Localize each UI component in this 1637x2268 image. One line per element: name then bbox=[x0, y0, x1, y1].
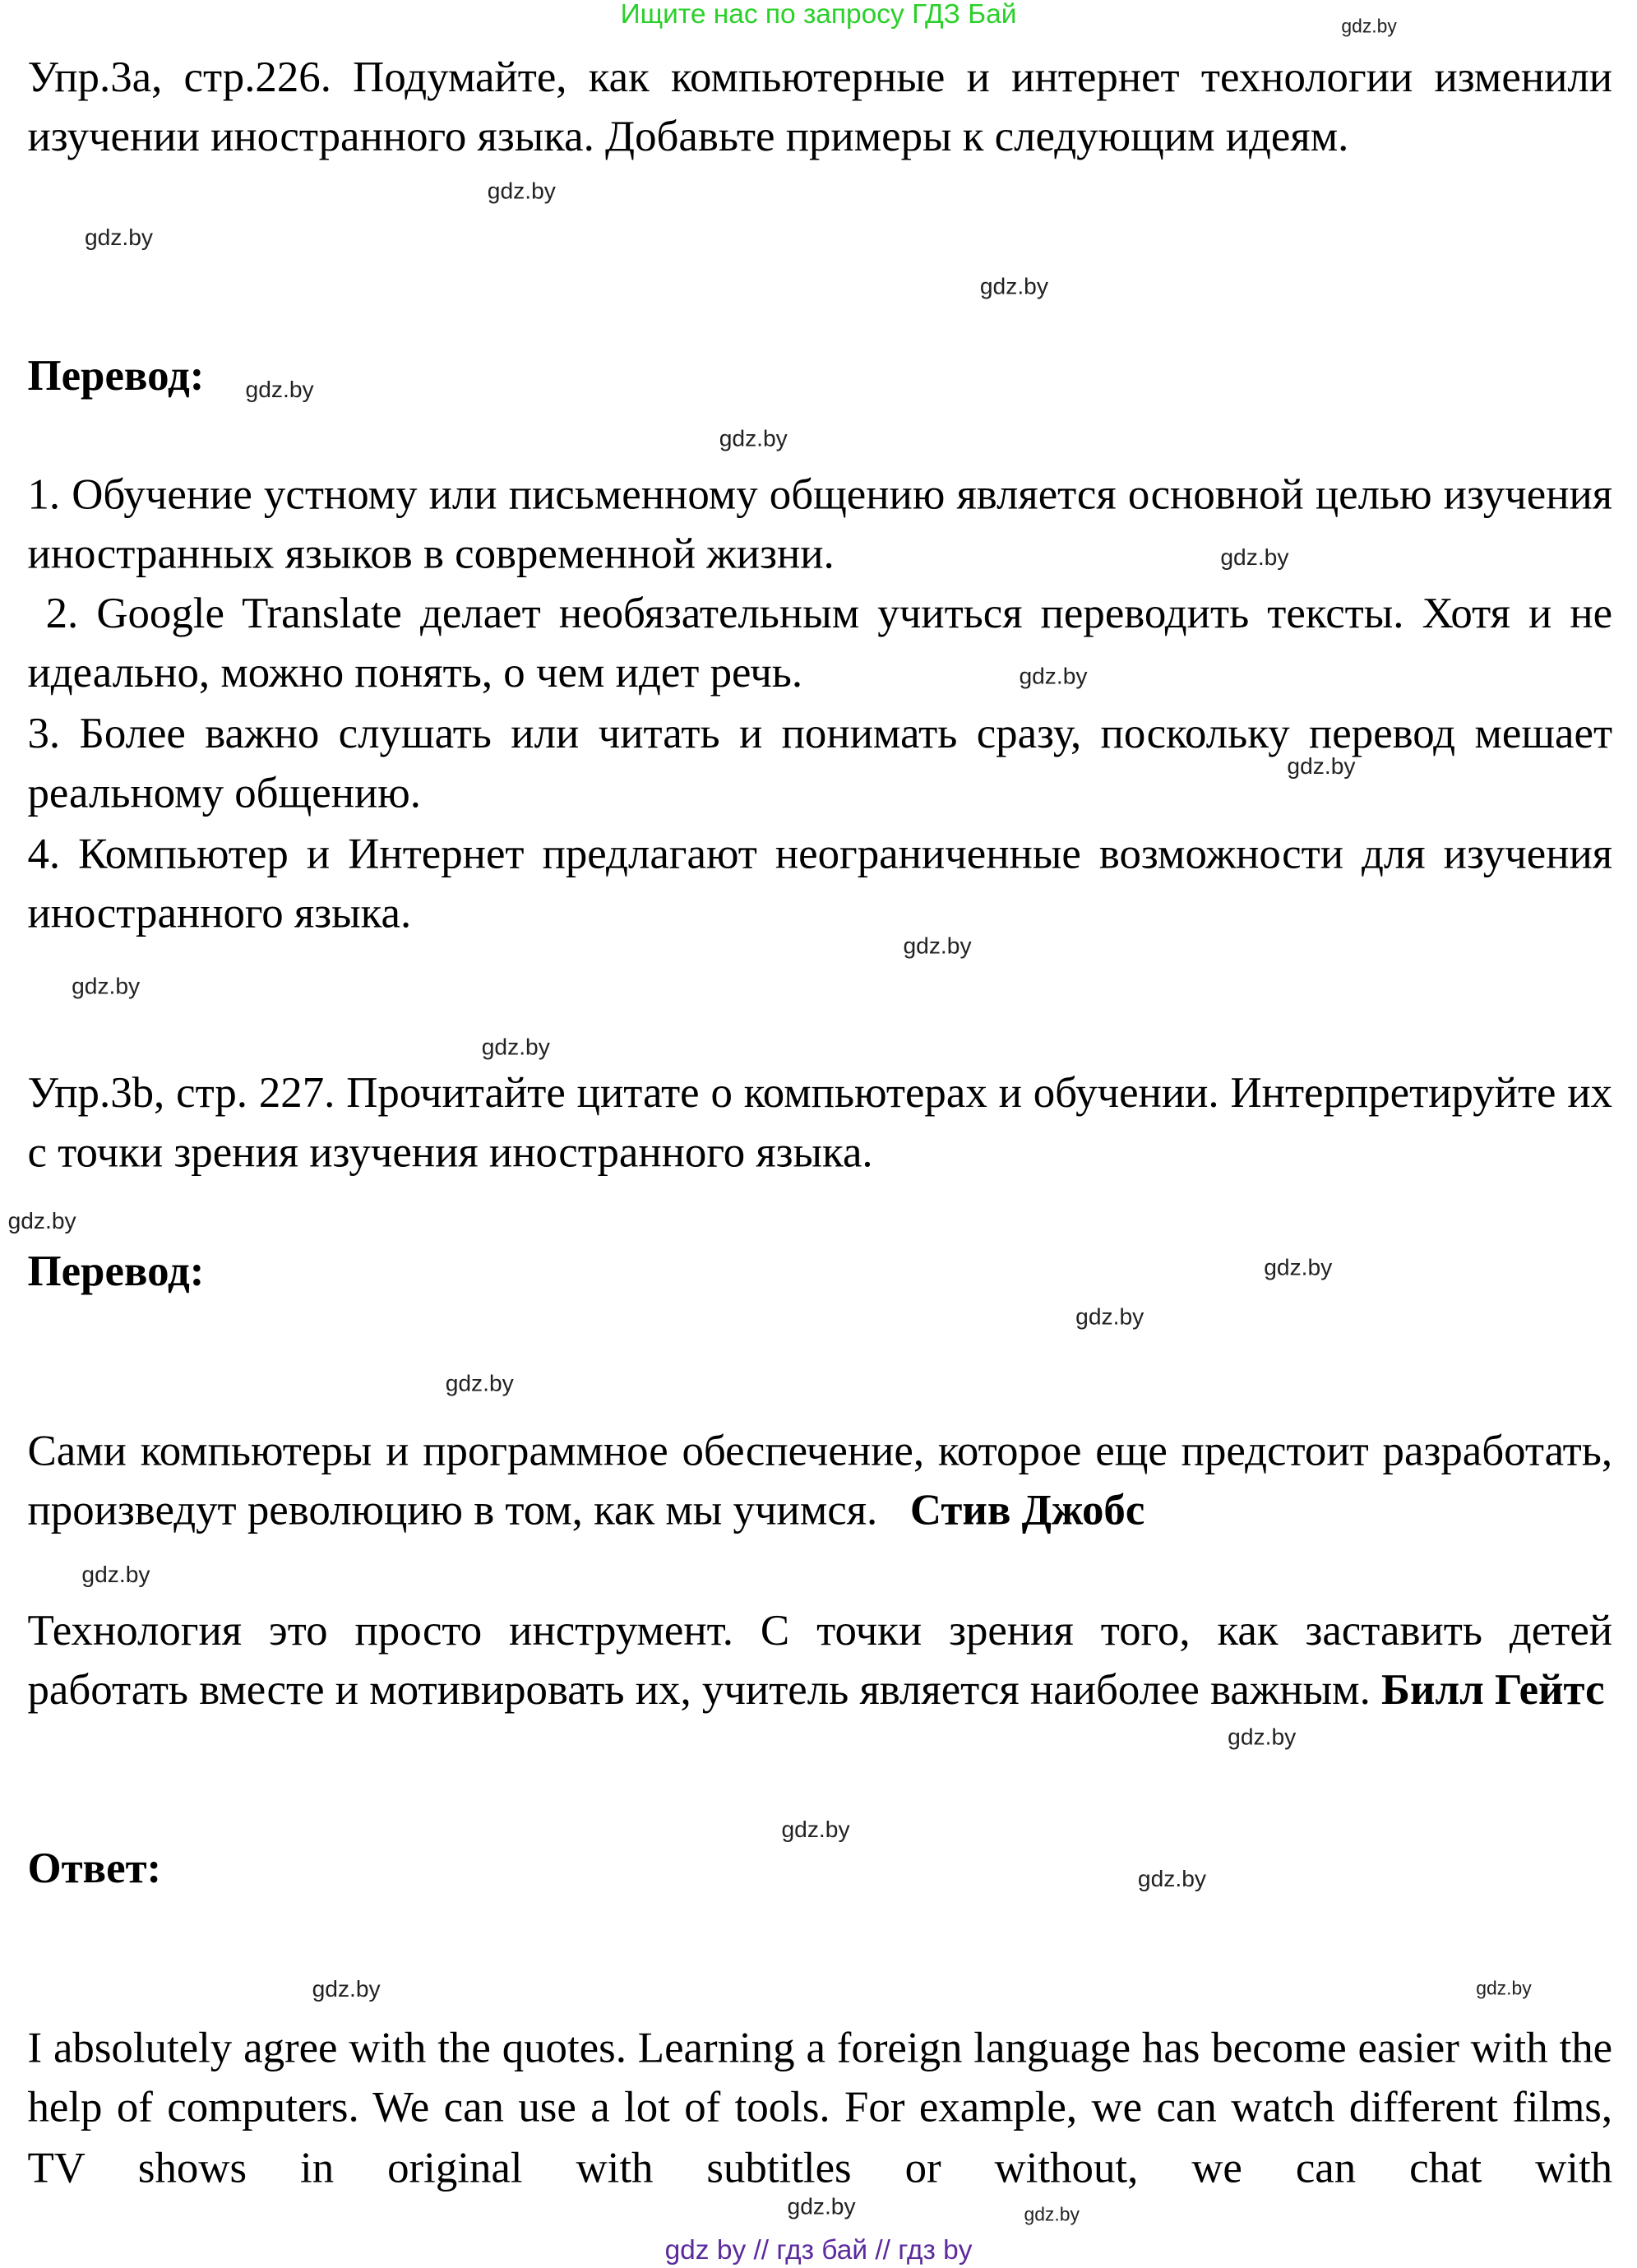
watermark: gdz.by bbox=[445, 1372, 514, 1397]
watermark: gdz.by bbox=[245, 377, 314, 403]
watermark: gdz.by bbox=[72, 974, 141, 1000]
watermark: gdz.by bbox=[1341, 15, 1397, 37]
list-item: 4. Компьютер и Интернет предлагают неограниченные возможности для изучения иностранного языка. bbox=[27, 830, 1613, 938]
watermark: gdz.by bbox=[487, 179, 556, 205]
search-hint-banner[interactable]: Ищите нас по запросу ГДЗ Бай bbox=[620, 0, 1017, 31]
watermark: gdz.by bbox=[1287, 755, 1356, 780]
list-item: 2. Google Translate делает необязательным учиться переводить тексты. Хотя и не идеально, можно понять, о чем идет речь. bbox=[27, 590, 1624, 698]
footer-links[interactable]: gdz by // гдз бай // гдз by bbox=[664, 2235, 973, 2266]
watermark: gdz.by bbox=[1019, 664, 1088, 690]
quote-gates bbox=[27, 1601, 1612, 1721]
watermark: gdz.by bbox=[719, 427, 788, 452]
list-item: 3. Более важно слушать или читать и понимать сразу, поскольку перевод мешает реальному общению. bbox=[27, 710, 1613, 818]
quote-text: Сами компьютеры и программное обеспечение, которое еще предстоит разработать, произведут революцию в том, как мы учимся. bbox=[27, 1427, 1613, 1535]
watermark: gdz.by bbox=[1024, 2203, 1080, 2225]
answer-text: I absolutely agree with the quotes. Learning a foreign language has become easier with the help of computers. We can use a lot of tools. For example, we can watch different films, TV shows in original with subtitles or without, we can chat with bbox=[27, 2024, 1613, 2192]
quote-author: Стив Джобс bbox=[909, 1487, 1145, 1535]
watermark: gdz.by bbox=[1137, 1868, 1206, 1893]
watermark: gdz.by bbox=[1220, 546, 1289, 572]
watermark: gdz.by bbox=[81, 1563, 150, 1589]
watermark: gdz.by bbox=[7, 1210, 76, 1235]
watermark: gdz.by bbox=[979, 275, 1048, 300]
task-3a-text: Упр.3a, стр.226. Подумайте, как компьютерные и интернет технологии изменили изучении иностранного языка. Добавьте примеры к следующим идеям. bbox=[27, 53, 1613, 162]
list-item: 1. Обучение устному или письменному общению является основной целью изучения иностранных языков в современной жизни. bbox=[27, 470, 1613, 579]
watermark: gdz.by bbox=[481, 1035, 550, 1061]
watermark: gdz.by bbox=[84, 225, 154, 251]
watermark: gdz.by bbox=[1075, 1305, 1145, 1331]
watermark: gdz.by bbox=[781, 1818, 850, 1844]
quote-text: Технология это просто инструмент. С точки зрения того, как заставить детей работать вместе и мотивировать их, учитель является наиболее важным. bbox=[27, 1607, 1613, 1715]
watermark: gdz.by bbox=[312, 1978, 381, 2003]
translation-heading-2: Перевод: bbox=[27, 1247, 205, 1296]
translation-heading: Перевод: bbox=[27, 352, 205, 400]
answer-heading: Ответ: bbox=[27, 1844, 162, 1893]
quote-jobs bbox=[27, 1422, 1612, 1542]
watermark: gdz.by bbox=[1476, 1977, 1532, 1999]
watermark: gdz.by bbox=[1228, 1725, 1297, 1751]
watermark: gdz.by bbox=[903, 934, 972, 960]
task-3b-text: Упр.3b, стр. 227. Прочитайте цитате о компьютерах и обучении. Интерпретируйте их с точки зрения изучения иностранного языка. bbox=[27, 1069, 1613, 1178]
watermark: gdz.by bbox=[1264, 1256, 1333, 1281]
quote-author: Билл Гейтс bbox=[1381, 1666, 1605, 1715]
watermark: gdz.by bbox=[787, 2195, 856, 2220]
